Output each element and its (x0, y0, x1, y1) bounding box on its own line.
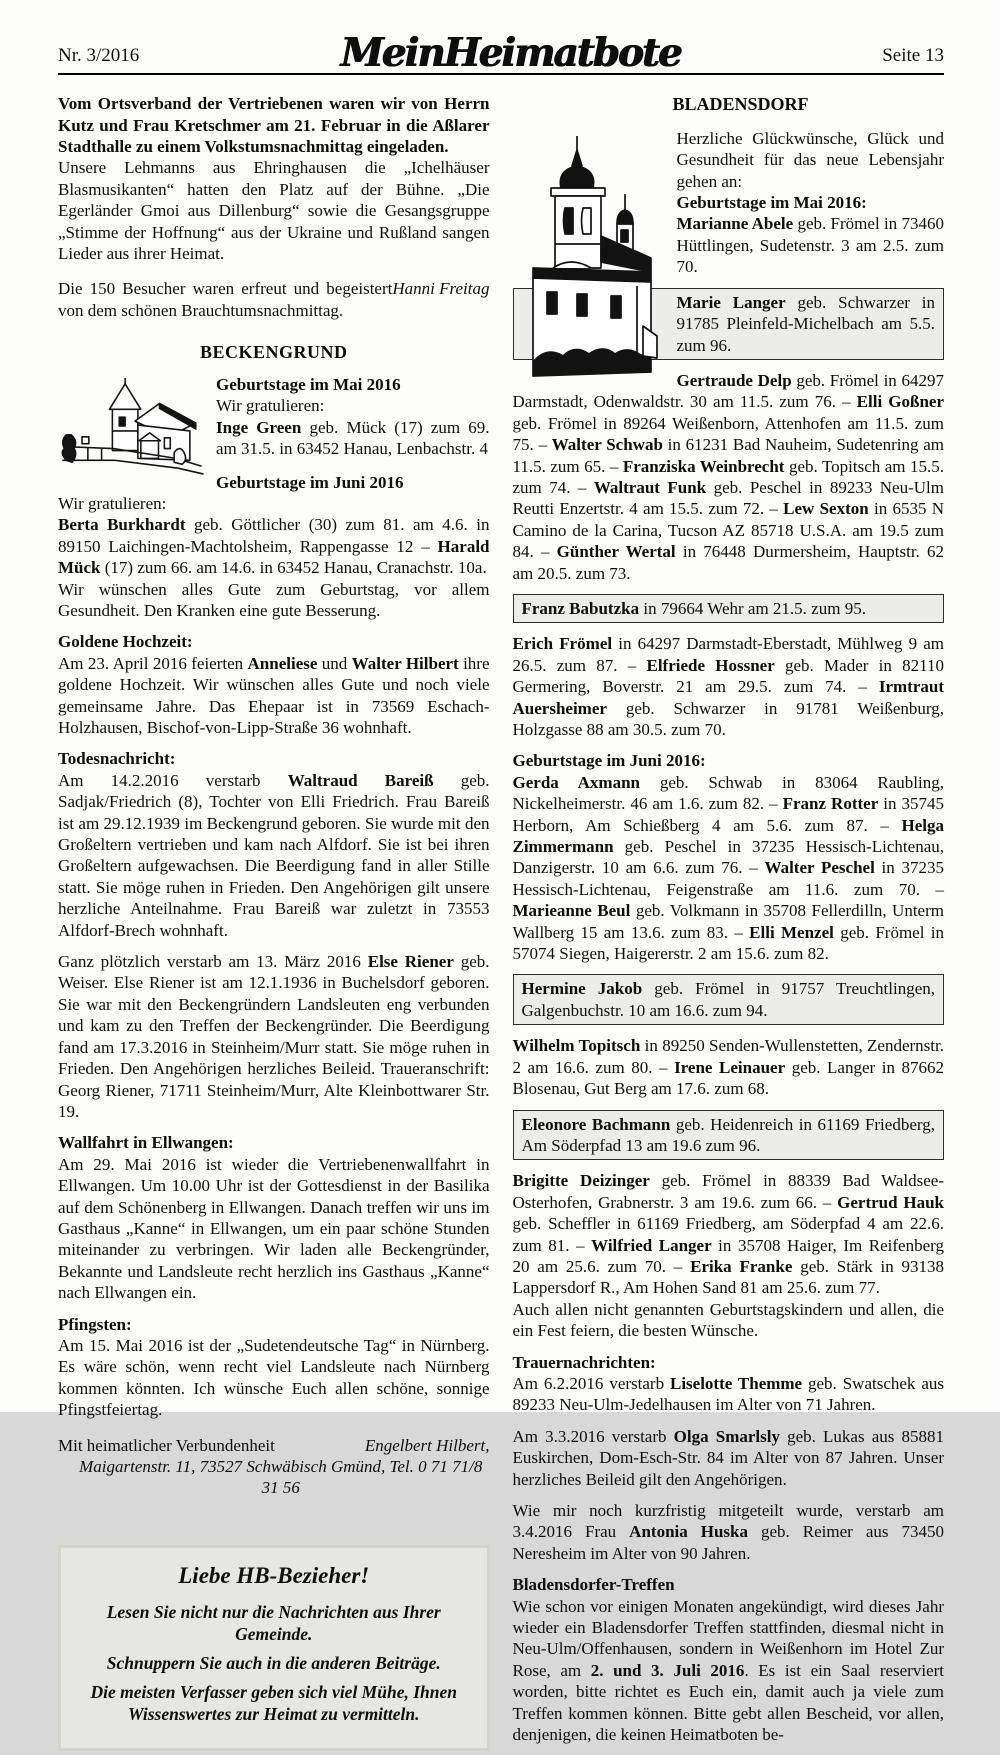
goldene-hochzeit-title: Goldene Hochzeit: (58, 632, 193, 652)
wallfahrt-title: Wallfahrt in Ellwangen: (58, 1133, 234, 1153)
notice-title: Liebe HB-Bezieher! (178, 1562, 370, 1588)
intro-paragraph: Unsere Lehmanns aus Ehringhausen die „Ichelhäuser Blasmusikanten“ hatten den Platz auf der Bühne. „Die Egerländer Gmoi aus Dillenburg“ sowie die Gesangsgruppe „Stimme der Hoffnung“ aus der Ukraine und Rußland sangen Lieder aus ihrer Heimat. (58, 158, 490, 264)
bladensdorf-mai-title: Geburtstage im Mai 2016: (676, 193, 867, 213)
beckengrund-wishes: Wir wünschen alles Gute zum Geburtstag, vor allem Gesundheit. Den Kranken eine gute Besserung. (58, 579, 490, 620)
beckengrund-juni-title: Geburtstage im Juni 2016 (216, 472, 404, 492)
village-church-illustration (58, 376, 206, 478)
right-column (513, 93, 945, 1755)
pfingsten-body: Am 15. Mai 2016 ist der „Sudetendeutsche Tag“ in Nürnberg. Es wäre schön, wenn recht viel Landsleute nach Nürnberg kommen könnten. Ich wünsche Euch allen schöne, sonnige Pfingstfeiertag. (58, 1335, 490, 1420)
todesnachricht-body2: Ganz plötzlich verstarb am 13. März 2016 Else Riener geb. Weiser. Else Riener ist am 12.1.1936 in Buchelsdorf geboren. Sie war mit den Beckengründern Landsleuten eng verbunden und kam zu den Treffen der Beckengründer. Die Beerdigung fand am 17.3.2016 in Steinheim/Murr statt. Sie möge ruhen in Frieden. Den Angehörigen herzliches Beileid. Traueranschrift: Georg Riener, 71711 Steinheim/Murr, Alte Kleinbottwarer Str. 19. (58, 952, 490, 1121)
closing-text: Mit heimatlicher Verbundenheit (58, 1435, 275, 1455)
subscriber-notice-box (58, 1545, 490, 1751)
bladensdorf-intro: Herzliche Glückwünsche, Glück und Gesundheit für das neue Lebensjahr gehen an: (676, 128, 944, 191)
visitors-text: Die 150 Besucher waren erfreut und begeistert von dem schönen Brauchtumsnachmittag. (58, 279, 393, 320)
closing-address: Maigartenstr. 11, 73527 Schwäbisch Gmünd, Tel. 0 71 71/8 31 56 (79, 1457, 483, 1498)
author-signature: Hanni Freitag (392, 279, 490, 299)
page-header (58, 30, 944, 76)
beckengrund-juni-entry: Berta Burkhardt geb. Göttlicher (30) zum 81. am 4.6. in 89150 Laichingen-Machtolsheim, Rappengasse 12 – Harald Mück (17) zum 66. am 14.6. in 63452 Hanau, Cranachstr. 10a. (58, 515, 490, 578)
baroque-church-illustration (513, 136, 665, 378)
lead-paragraph: Vom Ortsverband der Vertriebenen waren wir von Herrn Kutz und Frau Kretschmer am 21. Februar in die Aßlarer Stadthalle zu einem Volkstumsnachmittag eingeladen. (58, 94, 490, 156)
bladensdorf-mai-list2: Erich Frömel in 64297 Darmstadt-Eberstadt, Mühlweg 9 am 26.5. zum 87. – Elfriede Hossner geb. Mader in 82110 Germering, Boverstr. 21 am 29.5. zum 74. – Irmtraut Auersheimer geb. Schwarzer in 91781 Weißenburg, Holzgasse 88 am 30.5. zum 70. (512, 634, 945, 740)
beckengrund-mai-sub: Wir gratulieren: (216, 396, 325, 416)
bladensdorf-juni-list: Gerda Axmann geb. Schwab in 83064 Raubling, Nickelheimerstr. 46 am 1.6. zum 82. – Franz Rotter in 35745 Herborn, Am Schießberg 4 am 5.6. zum 87. – Helga Zimmermann geb. Peschel in 37235 Hessisch-Lichtenau, Danzigerstr. 10 am 6.6. zum 76. – Walter Peschel in 37235 Hessisch-Lichtenau, Feigenstraße am 11.6. zum 70. – Marieanne Beul geb. Volkmann in 35708 Fellerdilln, Unterm Wallberg 15 am 13.6. zum 83. – Elli Menzel geb. Frömel in 57074 Siegen, Haigererstr. 2 am 15.6. zum 82. (512, 772, 944, 964)
beckengrund-mai-title: Geburtstage im Mai 2016 (216, 374, 401, 394)
highlight-box-bachmann: Eleonore Bachmann geb. Heidenreich in 61169 Friedberg, Am Söderpfad 13 am 19.6 zum 96. (513, 1110, 945, 1161)
left-column (58, 93, 490, 1755)
page-number: Seite 13 (882, 45, 944, 67)
bladensdorf-juni-list3: Brigitte Deizinger geb. Frömel in 88339 Bad Waldsee-Osterhofen, Grabnerstr. 3 am 19.6. zum 66. – Gertrud Hauk geb. Scheffler in 61169 Friedberg, am Söderpfad 4 am 22.6. zum 81. – Wilfried Langer in 35708 Haiger, Im Reifenberg 20 am 25.6. zum 70. – Erika Franke geb. Stärk in 93138 Lappersdorf R., Am Hohen Sand 81 am 25.6. zum 77. (512, 1171, 945, 1298)
beckengrund-mai-entry: Inge Green geb. Mück (17) zum 69. am 31.5. in 63452 Hanau, Lenbachstr. 4 (216, 417, 490, 459)
section-title-beckengrund: BECKENGRUND (199, 342, 348, 363)
trauernachrichten-title: Trauernachrichten: (512, 1352, 656, 1372)
bladensdorf-juni-wishes: Auch allen nicht genannten Geburtstagskindern und allen, die ein Fest feiern, die besten Wünsche. (512, 1299, 944, 1341)
bladensdorf-juni-list2: Wilhelm Topitsch in 89250 Senden-Wullenstetten, Zendernstr. 2 am 16.6. zum 80. – Irene Leinauer geb. Langer in 87662 Blosenau, Gut Berg am 17.6. zum 68. (512, 1036, 944, 1099)
bladensdorf-mai-list: Gertraude Delp geb. Frömel in 64297 Darmstadt, Odenwaldstr. 30 am 11.5. zum 76. – Elli Goßner geb. Frömel in 89264 Weißenborn, Attenhofen am 11.5. zum 75. – Walter Schwab in 61231 Bad Nauheim, Sudetenring am 11.5. zum 65. – Franziska Weinbrecht geb. Topitsch am 15.5. zum 74. – Waltraut Funk geb. Peschel in 89233 Neu-Ulm Reutti Enzertstr. 4 am 15.5. zum 72. – Lew Sexton in 6535 N Camino de la Carina, Tucson AZ 85718 U.S.A. am 19.5 zum 84. – Günther Wertal in 76448 Durmersheim, Hauptstr. 62 am 20.5. zum 73. (512, 370, 945, 583)
wallfahrt-body: Am 29. Mai 2016 ist wieder die Vertriebenenwallfahrt in Ellwangen. Um 10.00 Uhr ist der Gottesdienst in der Basilika auf dem Schönenberg in Ellwangen. Danach treffen wir uns im Gasthaus „Kanne“ in Ellwangen, um ein paar schöne Stunden miteinander zu verbringen. Wir laden alle Beckengründer, Bekannte und Landsleute recht herzlich ins Gasthaus „Kanne“ nach Ellwangen ein. (58, 1154, 490, 1303)
treffen-title: Bladensdorfer-Treffen (512, 1575, 675, 1595)
highlight-box-jakob: Hermine Jakob geb. Frömel in 91757 Treuchtlingen, Galgenbuchstr. 10 am 16.6. zum 94. (513, 974, 945, 1025)
notice-line: Die meisten Verfasser geben sich viel Mühe, Ihnen Wissenswertes zur Heimat zu vermitteln. (90, 1681, 458, 1724)
masthead-logo: MeinHeimatbote (340, 30, 681, 76)
bladensdorf-mai-first: Marianne Abele geb. Frömel in 73460 Hüttlingen, Sudetenstr. 3 am 2.5. zum 70. (676, 214, 944, 277)
highlight-box-babutzka: Franz Babutzka in 79664 Wehr am 21.5. zum 95. (513, 594, 945, 623)
closing-name: Engelbert Hilbert, (364, 1435, 490, 1455)
visitors-paragraph (58, 278, 490, 321)
bladensdorf-juni-title: Geburtstage im Juni 2016: (512, 751, 706, 771)
goldene-hochzeit-body: Am 23. April 2016 feierten Anneliese und Walter Hilbert ihre goldene Hochzeit. Wir wünschen alles Gute und noch viele gemeinsame Jahre. Das Ehepaar ist in 73569 Eschach-Holzhausen, Bischof-von-Lipp-Straße 36 wohnhaft. (58, 653, 490, 738)
closing-signature-row (58, 1435, 490, 1456)
todesnachricht-title: Todesnachricht: (58, 749, 176, 769)
pfingsten-title: Pfingsten: (58, 1314, 132, 1334)
trauer-entry-2: Am 3.3.2016 verstarb Olga Smarlsly geb. Lukas aus 85881 Euskirchen, Dom-Esch-Str. 84 im Alter von 87 Jahren. Unser herzliches Beileid gilt den Angehörigen. (512, 1426, 944, 1489)
todesnachricht-body1: Am 14.2.2016 verstarb Waltraud Bareiß geb. Sadjak/Friedrich (8), Tochter von Elli Friedrich. Frau Bareiß ist am 29.12.1939 im Beckengrund geboren. Sie wurde mit den Großeltern vertrieben und kam nach Alfdorf. Sie ist bei ihren Großeltern aufgewachsen. Die Beerdigung fand in aller Stille statt. Sie möge ruhen in Frieden. Den Angehörigen gilt unsere herzliche Anteilnahme. Frau Bareiß war zuletzt in 73553 Alfdorf-Brech wohnhaft. (58, 770, 490, 940)
beckengrund-juni-sub: Wir gratulieren: (58, 493, 167, 513)
issue-number: Nr. 3/2016 (58, 45, 140, 67)
treffen-body: Wie schon vor einigen Monaten angekündigt, wird dieses Jahr wieder ein Bladensdorfer Treffen stattfinden, diesmal nicht in Neu-Ulm/Offenhausen, sondern in Weißenhorn im Hotel Zur Rose, am 2. und 3. Juli 2016. Es ist ein Saal reserviert worden, bitte richtet es Euch ein, damit auch ja viele zum Treffen kommen können. Bitte gebt allen Bescheid, vor allen, denjenigen, die keinen Heimatboten be- (512, 1596, 945, 1745)
highlight-box-langer: Marie Langer geb. Schwarzer in 91785 Pleinfeld-Michelbach am 5.5. zum 96. (513, 288, 945, 360)
trauer-entry-3: Wie mir noch kurzfristig mitgeteilt wurde, verstarb am 3.4.2016 Frau Antonia Huska geb. Reimer aus 73450 Neresheim im Alter von 90 Jahren. (512, 1501, 944, 1563)
section-title-bladensdorf: BLADENSDORF (672, 94, 809, 115)
notice-line: Lesen Sie nicht nur die Nachrichten aus Ihrer Gemeinde. (106, 1601, 441, 1644)
notice-line: Schnuppern Sie auch in die anderen Beiträge. (106, 1652, 441, 1673)
trauer-entry-1: Am 6.2.2016 verstarb Liselotte Themme geb. Swatschek aus 89233 Neu-Ulm-Jedelhausen im Alter von 71 Jahren. (512, 1373, 944, 1415)
